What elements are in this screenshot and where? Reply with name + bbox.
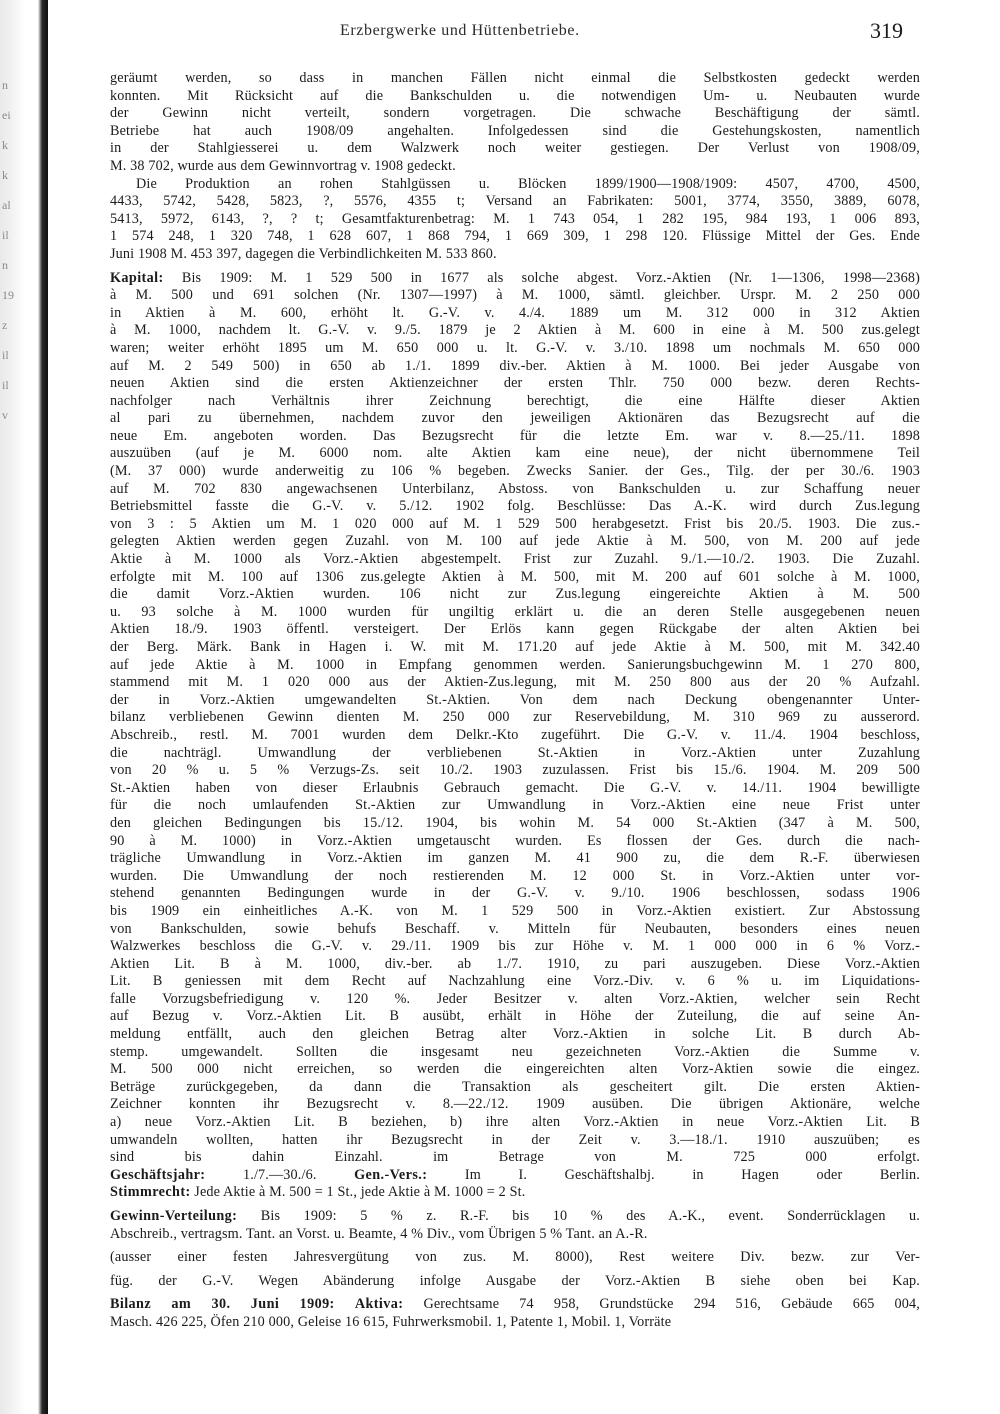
text-line: (M. 37 000) wurde anderweitig zu 106 % begeben. Zwecks Sanier. der Ges., Tilg. der per 30./6. 1903 — [110, 463, 920, 480]
page-number: 319 — [870, 18, 903, 43]
text-line: auf M. 702 830 angewachsenen Unterbilanz, Abstoss. von Bankschulden u. zur Schaffung neuer — [110, 480, 920, 497]
text-line: trägliche Umwandlung in Vorz.-Aktien im ganzen M. 41 900 zu, die dem R.-F. überwiesen — [110, 850, 920, 867]
text-line: Lit. B geniessen mit dem Recht auf Nachzahlung eine Vorz.-Div. v. 6 % u. im Liquidations- — [110, 973, 920, 990]
text-line: Aktien 18./9. 1903 öffentl. versteigert. Der Erlös kann gegen Rückgabe der alten Aktien bei — [110, 621, 920, 638]
text-line: 5413, 5972, 6143, ?, ? t; Gesamtfakturenbetrag: M. 1 743 054, 1 282 195, 984 193, 1 006 893, — [110, 210, 920, 227]
text-line: waren; weiter erhöht 1895 um M. 650 000 u. lt. G.-V. v. 3./10. 1898 um nochmals M. 650 000 — [110, 339, 920, 356]
text-line: Gewinn-Verteilung: Bis 1909: 5 % z. R.-F. bis 10 % des A.-K., event. Sonderrücklagen u. — [110, 1208, 920, 1224]
margin-fragment: k — [2, 168, 8, 182]
margin-fragment: z — [2, 318, 8, 332]
text-line: der Berg. Märk. Bank in Hagen i. W. mit M. 171.20 auf jede Aktie à M. 500, mit M. 342.40 — [110, 639, 920, 655]
text-line: sind bis dahin Einzahl. im Betrage von M. 725 000 erfolgt. — [110, 1149, 920, 1166]
text-line: falle Vorzugsbefriedigung v. 120 %. Jeder Besitzer v. alten Vorz.-Aktien, welcher sein Recht — [110, 990, 920, 1007]
text-line: Bilanz am 30. Juni 1909: Aktiva: Gerechtsame 74 958, Grundstücke 294 516, Gebäude 665 004, — [110, 1296, 920, 1313]
text-line: bis 1909 ein einheitliches A.-K. von M. 1 529 500 in Vorz.-Aktien existiert. Zur Abstossung — [110, 902, 920, 919]
text-line: M. 500 000 nicht erreichen, so werden die eingereichten alten Vorz-Aktien sowie die eingez. — [110, 1061, 920, 1078]
text-line: stammend mit M. 1 020 000 aus der Aktien-Zus.legung, mit M. 250 800 aus der 20 % Aufzahl. — [110, 674, 920, 691]
text-line: Die Produktion an rohen Stahlgüssen u. Blöcken 1899/1900—1908/1909: 4507, 4700, 4500, — [136, 175, 920, 192]
text-line: stemp. umgewandelt. Sollten die insgesamt neu gezeichneten Vorz.-Aktien die Summe v. — [110, 1043, 920, 1060]
text-line: füg. der G.-V. Wegen Abänderung infolge Ausgabe der Vorz.-Aktien B siehe oben bei Kap. — [110, 1272, 920, 1289]
text-line: Juni 1908 M. 453 397, dagegen die Verbindlichkeiten M. 533 860. — [110, 245, 497, 262]
text-line: Zeichner konnten ihr Bezugsrecht v. 8.—22./12. 1909 ausüben. Die übrigen Aktionäre, welche — [110, 1096, 920, 1113]
text-line: auf Bezug v. Vorz.-Aktien Lit. B ausübt, erhält in Höhe der Zuteilung, die auf seine An- — [110, 1008, 920, 1025]
text-line: Stimmrecht: Jede Aktie à M. 500 = 1 St., jede Aktie à M. 1000 = 2 St. — [110, 1184, 526, 1201]
text-line: Geschäftsjahr: 1./7.—30./6. Gen.-Vers.: Im I. Geschäftshalbj. in Hagen oder Berlin. — [110, 1166, 920, 1183]
text-line: M. 38 702, wurde aus dem Gewinnvortrag v. 1908 gedeckt. — [110, 157, 456, 174]
text-line: neue Em. angeboten worden. Das Bezugsrecht für die letzte Em. war v. 8.—25./11. 1898 — [110, 427, 920, 444]
margin-fragment: n — [2, 78, 8, 92]
text-line: a) neue Vorz.-Aktien Lit. B beziehen, b) ihre alten Vorz.-Aktien in neue Vorz.-Aktien Lit. B — [110, 1114, 920, 1131]
text-line: Betriebsmittel fasste die G.-V. v. 5./12. 1902 folg. Beschlüsse: Das A.-K. wird durch Zus.legung — [110, 498, 920, 515]
text-line: Abschreib., vertragsm. Tant. an Vorst. u. Beamte, 4 % Div., vom Übrigen 5 % Tant. an A.-R. — [110, 1225, 648, 1242]
text-line: erfolgte mit M. 100 auf 1306 zus.gelegte Aktien à M. 500, mit M. 200 auf 601 solche à M. 1000, — [110, 568, 920, 585]
margin-fragment: il — [2, 378, 9, 392]
margin-fragment: k — [2, 138, 8, 152]
text-line: Beträge zurückgegeben, da dann die Transaktion als gescheitert gilt. Die ersten Aktien- — [110, 1078, 920, 1095]
margin-fragment: il — [2, 348, 9, 362]
body-text — [110, 70, 920, 1332]
text-line: gelegten Aktien werden gegen Zuzahl. von M. 100 auf jede Aktie à M. 500, von M. 200 auf jede — [110, 533, 920, 550]
text-line: 1 574 248, 1 320 748, 1 628 607, 1 868 794, 1 669 309, 1 298 120. Flüssige Mittel der Ges. Ende — [110, 228, 920, 245]
text-line: 4433, 5742, 5428, 5823, ?, 5576, 4355 t; Versand an Fabrikaten: 5001, 3774, 3550, 3889, 6078, — [110, 193, 920, 210]
text-line: konnten. Mit Rücksicht auf die Bankschulden u. die notwendigen Um- u. Neubauten wurde — [110, 87, 920, 104]
text-line: wurden. Die Umwandlung der noch restierenden M. 12 000 St. in Vorz.-Aktien unter vor- — [110, 867, 920, 884]
text-line: bilanz verbliebenen Gewinn dienten M. 250 000 zur Reservebildung, M. 310 969 zu ausserord. — [110, 709, 920, 726]
text-line: den gleichen Bedingungen bis 15./12. 1904, bis wohin M. 54 000 St.-Aktien (347 à M. 500, — [110, 814, 920, 831]
margin-fragment: n — [2, 258, 8, 272]
text-line: Kapital: Bis 1909: M. 1 529 500 in 1677 als solche abgest. Vorz.-Aktien (Nr. 1—1306, 1998—2368) — [110, 269, 920, 286]
text-line: Masch. 426 225, Öfen 210 000, Geleise 16 615, Fuhrwerksmobil. 1, Patente 1, Mobil. 1, Vorräte — [110, 1313, 672, 1330]
text-line: geräumt werden, so dass in manchen Fällen nicht einmal die Selbstkosten gedeckt werden — [110, 70, 920, 86]
binding-margin-fragments — [2, 70, 16, 430]
text-line: 90 à M. 1000) in Vorz.-Aktien umgetauscht wurden. Es flossen der Ges. durch die nach- — [110, 832, 920, 849]
margin-fragment: v — [2, 408, 8, 422]
text-line: auf M. 2 549 500) in 650 ab 1./1. 1899 div.-ber. Aktien à M. 1000. Bei jeder Ausgabe von — [110, 357, 920, 374]
text-line: auf jede Aktie à M. 1000 in Empfang genommen werden. Sanierungsbuchgewinn M. 1 270 800, — [110, 656, 920, 673]
text-line: von Bankschulden, sowie behufs Beschaff. v. Mitteln für Neubauten, besonders eines neuen — [110, 920, 920, 937]
text-line: auszuüben (auf je M. 6000 nom. alte Aktien kam eine neue), der nicht übernommene Teil — [110, 445, 920, 462]
text-line: Aktien Lit. B à M. 1000, div.-ber. ab 1./7. 1910, zu pari auszugeben. Diese Vorz.-Aktien — [110, 955, 920, 972]
text-line: der Gewinn nicht verteilt, sondern vorgetragen. Die schwache Beschäftigung der sämtl. — [110, 105, 920, 122]
text-line: die damit Vorz.-Aktien wurden. 106 nicht zur Zus.legung eingereichte Aktien à M. 500 — [110, 586, 920, 603]
running-title: Erzbergwerke und Hüttenbetriebe. — [340, 22, 580, 39]
text-line: à M. 1000, nachdem lt. G.-V. v. 9./5. 1879 je 2 Aktien à M. 600 in eine à M. 500 zus.gelegt — [110, 322, 920, 339]
margin-fragment: 19 — [2, 288, 14, 302]
text-line: der in Vorz.-Aktien umgewandelten St.-Aktien. Von dem nach Deckung obengenannter Unter- — [110, 691, 920, 708]
text-line: Walzwerkes beschloss die G.-V. v. 29./11. 1909 bis zur Höhe v. M. 1 000 000 in 6 % Vorz.- — [110, 938, 920, 955]
text-line: stehend genannten Bedingungen wurde in der G.-V. v. 9./10. 1906 beschlossen, sodass 1906 — [110, 885, 920, 902]
text-line: Aktie à M. 1000 als Vorz.-Aktien abgestempelt. Frist zur Zuzahl. 9./1.—10./2. 1903. Die Zuzahl. — [110, 551, 920, 568]
text-line: in Aktien à M. 600, erhöht lt. G.-V. v. 4./4. 1889 um M. 312 000 in 312 Aktien — [110, 304, 920, 321]
text-line: St.-Aktien haben von dieser Erlaubnis Gebrauch gemacht. Die G.-V. v. 14./11. 1904 bewilligte — [110, 779, 920, 796]
text-line: u. 93 solche à M. 1000 wurden für ungiltig erklärt u. die an deren Stelle ausgegebenen neuen — [110, 603, 920, 620]
text-line: von 20 % u. 5 % Verzugs-Zs. seit 10./2. 1903 zuzulassen. Frist bis 15./6. 1904. M. 209 500 — [110, 762, 920, 779]
text-line: meldung entfällt, auch den gleichen Betrag alter Vorz.-Aktien in solche Lit. B durch Ab- — [110, 1026, 920, 1043]
text-line: à M. 500 und 691 solchen (Nr. 1307—1997) à M. 1000, sämtl. gleichber. Urspr. M. 2 250 000 — [110, 287, 920, 304]
text-line: (ausser einer festen Jahresvergütung von zus. M. 8000), Rest weitere Div. bezw. zur Ver- — [110, 1249, 920, 1266]
text-line: umwandeln wollten, hatten ihr Bezugsrecht in der Zeit v. 3.—18./1. 1910 auszuüben; es — [110, 1131, 920, 1148]
text-line: für die noch umlaufenden St.-Aktien zur Umwandlung in Vorz.-Aktien eine neue Frist unter — [110, 797, 920, 814]
text-line: Betriebe hat auch 1908/09 angehalten. Infolgedessen sind die Gestehungskosten, namentlich — [110, 122, 920, 139]
text-line: nachfolger nach Verhältnis ihrer Zeichnung berechtigt, die eine Hälfte dieser Aktien — [110, 392, 920, 409]
text-line: Abschreib., restl. M. 7001 wurden dem Delkr.-Kto zugeführt. Die G.-V. v. 11./4. 1904 beschloss, — [110, 726, 920, 743]
text-line: neuen Aktien sind die ersten Aktienzeichner der ersten Thlr. 750 000 bezw. deren Rechts- — [110, 375, 920, 392]
text-line: al pari zu übernehmen, nachdem zuvor den jeweiligen Aktionären das Bezugsrecht auf die — [110, 410, 920, 427]
text-line: von 3 : 5 Aktien um M. 1 020 000 auf M. 1 529 500 herabgesetzt. Frist bis 20./5. 1903. Die zus.- — [110, 515, 920, 532]
text-line: in der Stahlgiesserei u. dem Walzwerk noch weiter gestiegen. Der Verlust von 1908/09, — [110, 140, 920, 157]
text-line: die nachträgl. Umwandlung der verbliebenen St.-Aktien in Vorz.-Aktien unter Zuzahlung — [110, 744, 920, 761]
margin-fragment: il — [2, 228, 9, 242]
margin-fragment: ei — [2, 108, 11, 122]
margin-fragment: al — [2, 198, 11, 212]
